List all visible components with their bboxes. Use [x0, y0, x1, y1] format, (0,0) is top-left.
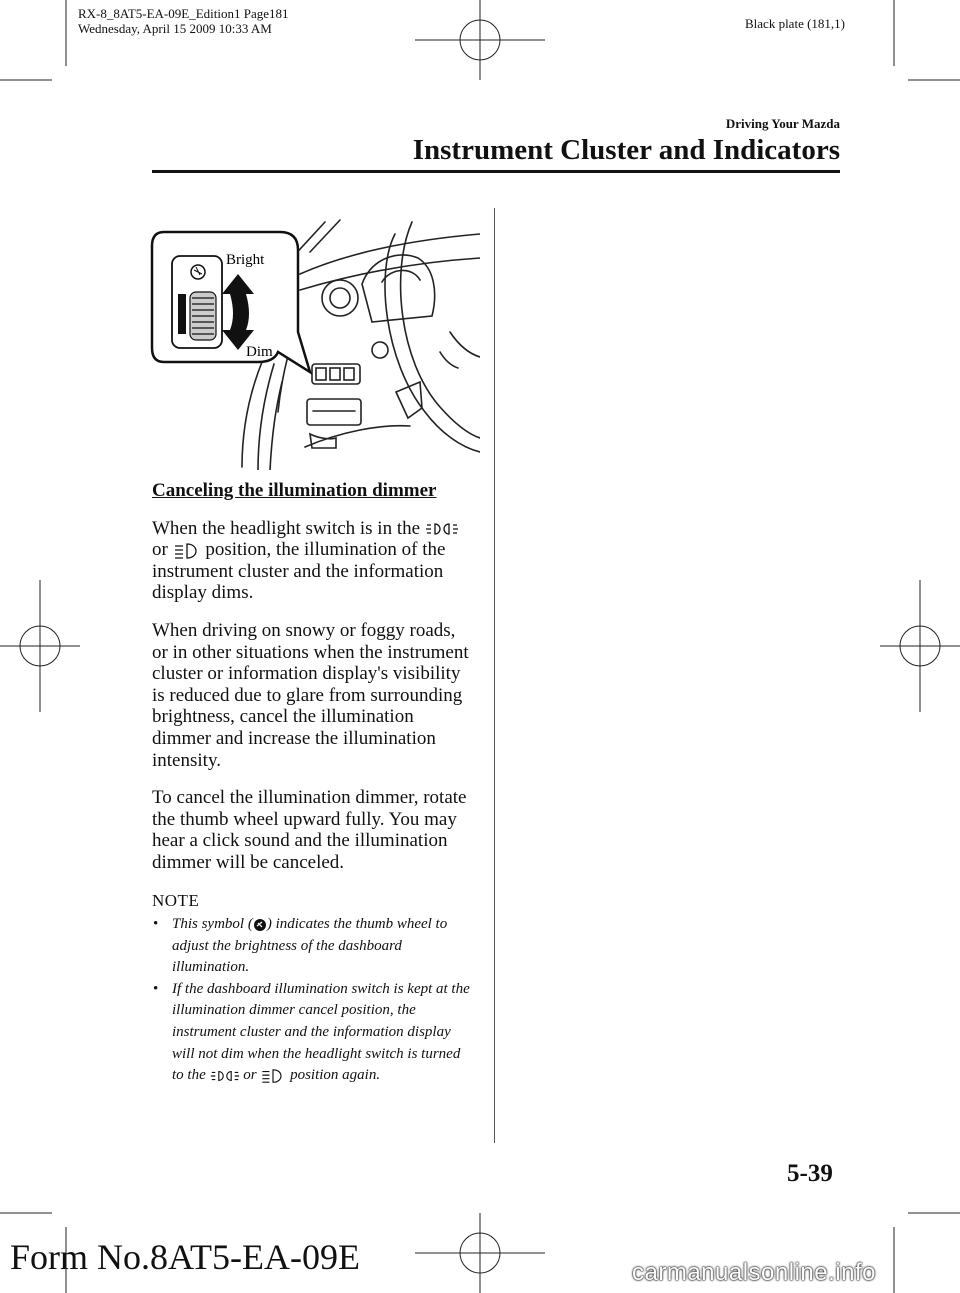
note-item-1: • This symbol ( ) indicates the thumb wheel to adjust the brightness of the dashboard illumination.	[153, 916, 448, 976]
page-number: 5-39	[787, 1160, 833, 1187]
note-list	[152, 914, 472, 1087]
paragraph-1: When the headlight switch is in the or position, the illumination of the instrument cluster and the information display dims.	[152, 518, 472, 604]
watermark-text: carmanualsonline.info	[632, 1259, 876, 1286]
label-dim: Dim	[246, 344, 273, 360]
print-meta	[78, 6, 289, 36]
registration-mark-left	[0, 580, 80, 712]
print-meta-file: RX-8_8AT5-EA-09E_Edition1 Page181	[78, 6, 289, 21]
section-heading: Canceling the illumination dimmer	[152, 480, 437, 501]
main-column	[152, 480, 472, 1087]
note-heading: NOTE	[152, 890, 200, 910]
paragraph-2: When driving on snowy or foggy roads, or in other situations when the instrument cluster or information display's visibility is reduced due to glare from surrounding brightness, cancel the illumination dimmer and increase the illumination intensity.	[152, 619, 469, 771]
registration-mark-right	[880, 580, 960, 712]
dashboard-illustration	[150, 212, 480, 470]
parking-light-icon	[425, 520, 459, 538]
header-rule	[152, 170, 840, 173]
registration-mark-top	[415, 0, 545, 80]
page-title: Instrument Cluster and Indicators	[412, 134, 840, 166]
section-label: Driving Your Mazda	[725, 116, 840, 131]
note-item-2: • If the dashboard illumination switch is kept at the illumination dimmer cancel position, the instrument cluster and the information display will not dim when the headlight switch is turned to the or position again.	[153, 980, 470, 1084]
parking-light-icon	[210, 1068, 240, 1084]
headlight-icon	[260, 1068, 286, 1084]
column-divider	[494, 208, 495, 1143]
headlight-icon	[173, 542, 201, 560]
dimmer-closeup-callout	[152, 232, 310, 372]
plate-label: Black plate (181,1)	[745, 16, 845, 31]
dimmer-symbol-icon	[253, 918, 267, 932]
paragraph-3: To cancel the illumination dimmer, rotate the thumb wheel upward fully. You may hear a click sound and the illumination dimmer will be canceled.	[152, 787, 467, 873]
print-meta-date: Wednesday, April 15 2009 10:33 AM	[78, 21, 272, 36]
registration-mark-bottom	[415, 1213, 545, 1293]
form-number: Form No.8AT5-EA-09E	[10, 1237, 360, 1277]
label-bright: Bright	[226, 252, 265, 268]
